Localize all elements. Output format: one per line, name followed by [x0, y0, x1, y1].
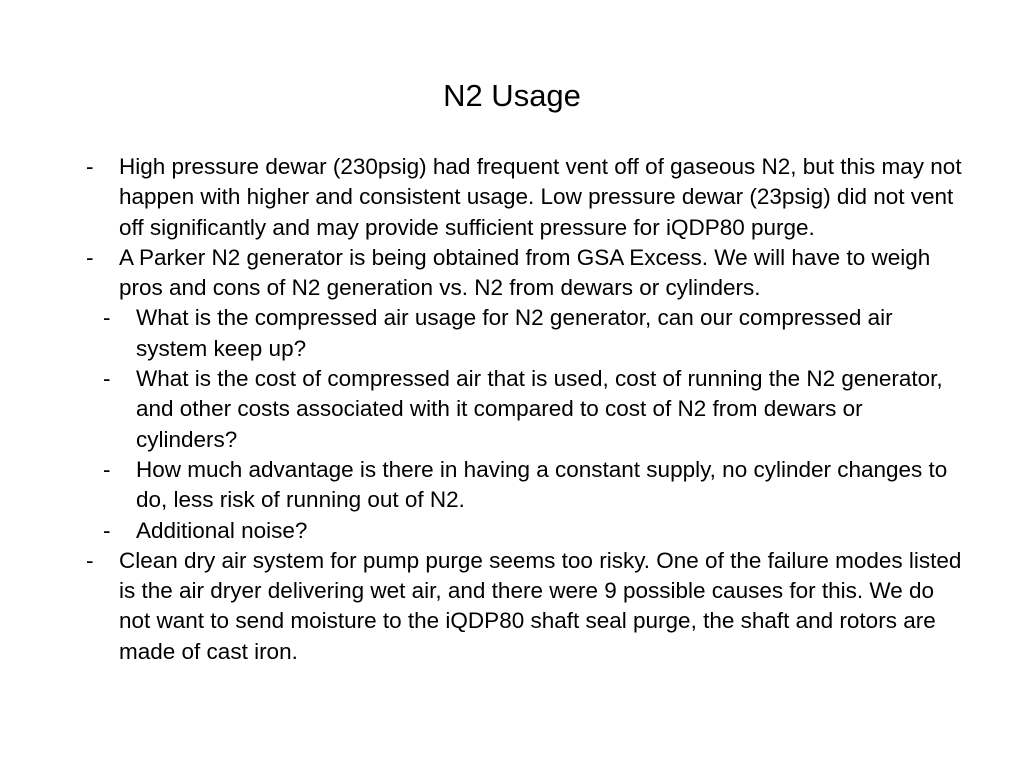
- bullet-marker: -: [86, 154, 94, 179]
- sub-bullet-marker: -: [103, 305, 111, 331]
- sub-bullet-group: [84, 303, 964, 545]
- sub-bullet-marker: -: [103, 517, 111, 543]
- bullet-marker: -: [86, 547, 94, 573]
- bullet-text: High pressure dewar (230psig) had frequent vent off of gaseous N2, but this may not happen with higher and consistent usage. Low pressure dewar (23psig) did not vent off significantly and may provide sufficient pressure for iQDP80 purge.: [119, 154, 962, 240]
- bullet-text: Clean dry air system for pump purge seems too risky. One of the failure modes listed is the air dryer delivering wet air, and there were 9 possible causes for this. We do not want to send moisture to the iQDP80 shaft seal purge, the shaft and rotors are made of cast iron.: [119, 547, 962, 664]
- sub-bullet-item: [84, 516, 964, 546]
- sub-bullet-text: What is the compressed air usage for N2 generator, can our compressed air system keep up?: [136, 305, 893, 361]
- bullet-item: [84, 546, 964, 667]
- bullet-item: [84, 243, 964, 304]
- sub-bullet-text: What is the cost of compressed air that is used, cost of running the N2 generator, and other costs associated with it compared to cost of N2 from dewars or cylinders?: [136, 366, 943, 452]
- sub-bullet-marker: -: [103, 366, 111, 392]
- sub-bullet-item: [84, 303, 964, 364]
- bullet-list: [84, 152, 964, 667]
- sub-bullet-text: Additional noise?: [136, 517, 308, 543]
- sub-bullet-marker: -: [103, 456, 111, 482]
- sub-bullet-item: [84, 364, 964, 455]
- bullet-text: A Parker N2 generator is being obtained from GSA Excess. We will have to weigh pros and cons of N2 generation vs. N2 from dewars or cylinders.: [119, 244, 931, 301]
- slide-title: N2 Usage: [443, 78, 581, 113]
- sub-bullet-text: How much advantage is there in having a constant supply, no cylinder changes to do, less risk of running out of N2.: [136, 456, 948, 513]
- sub-bullet-list: [84, 303, 964, 545]
- sub-bullet-item: [84, 455, 964, 516]
- bullet-marker: -: [86, 244, 94, 270]
- bullet-item: [84, 152, 964, 243]
